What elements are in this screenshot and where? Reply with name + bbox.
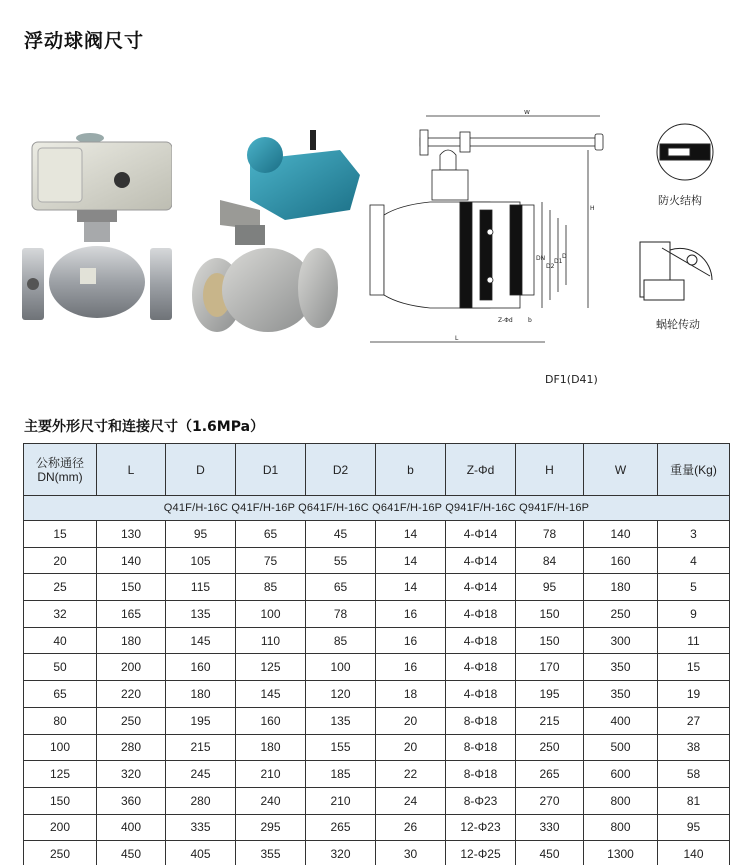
- table-cell: 12-Φ23: [446, 814, 516, 841]
- valve-dimension-drawing: [360, 110, 620, 350]
- table-cell: 40: [24, 627, 97, 654]
- column-header: 重量(Kg): [658, 444, 730, 496]
- worm-gear-label: 蜗轮传动: [656, 318, 700, 331]
- electric-ball-valve-photo: [22, 120, 172, 335]
- table-cell: 335: [166, 814, 236, 841]
- table-cell: 80: [24, 707, 97, 734]
- column-header: Z-Φd: [446, 444, 516, 496]
- table-cell: 135: [306, 707, 376, 734]
- table-cell: 160: [584, 547, 658, 574]
- table-cell: 11: [658, 627, 730, 654]
- table-cell: 145: [236, 681, 306, 708]
- table-cell: 4: [658, 547, 730, 574]
- table-cell: 130: [97, 521, 166, 548]
- table-cell: 320: [97, 761, 166, 788]
- table-cell: 450: [516, 841, 584, 865]
- model-caption: DF1(D41): [545, 373, 598, 386]
- explosion-proof-ball-valve-photo: [190, 130, 365, 335]
- table-cell: 280: [97, 734, 166, 761]
- table-cell: 50: [24, 654, 97, 681]
- table-cell: 14: [376, 574, 446, 601]
- table-cell: 95: [516, 574, 584, 601]
- table-cell: 8-Φ23: [446, 787, 516, 814]
- table-cell: 250: [97, 707, 166, 734]
- table-cell: 155: [306, 734, 376, 761]
- table-cell: 250: [516, 734, 584, 761]
- column-header: b: [376, 444, 446, 496]
- table-cell: 200: [24, 814, 97, 841]
- dim-w-label: W: [524, 110, 530, 116]
- table-cell: 185: [306, 761, 376, 788]
- table-cell: 160: [236, 707, 306, 734]
- table-cell: 15: [24, 521, 97, 548]
- table-cell: 4-Φ14: [446, 521, 516, 548]
- table-cell: 18: [376, 681, 446, 708]
- table-cell: 4-Φ14: [446, 547, 516, 574]
- table-cell: 95: [658, 814, 730, 841]
- table-row: [24, 814, 730, 841]
- table-row: [24, 734, 730, 761]
- table-cell: 265: [516, 761, 584, 788]
- column-header: H: [516, 444, 584, 496]
- table-cell: 265: [306, 814, 376, 841]
- table-cell: 220: [97, 681, 166, 708]
- table-cell: 270: [516, 787, 584, 814]
- table-cell: 125: [236, 654, 306, 681]
- table-row: [24, 601, 730, 628]
- table-cell: 320: [306, 841, 376, 865]
- table-cell: 20: [376, 707, 446, 734]
- table-cell: 4-Φ18: [446, 601, 516, 628]
- table-cell: 215: [516, 707, 584, 734]
- table-cell: 14: [376, 547, 446, 574]
- table-cell: 65: [236, 521, 306, 548]
- table-cell: 81: [658, 787, 730, 814]
- table-cell: 16: [376, 601, 446, 628]
- table-cell: 100: [236, 601, 306, 628]
- column-header: D2: [306, 444, 376, 496]
- table-row: [24, 521, 730, 548]
- table-cell: 405: [166, 841, 236, 865]
- table-cell: 65: [24, 681, 97, 708]
- table-cell: 180: [584, 574, 658, 601]
- model-list-cell: Q41F/H-16C Q41F/H-16P Q641F/H-16C Q641F/H-16P Q941F/H-16C Q941F/H-16P: [24, 496, 730, 521]
- table-row: [24, 841, 730, 865]
- table-cell: 9: [658, 601, 730, 628]
- table-cell: 500: [584, 734, 658, 761]
- table-cell: 105: [166, 547, 236, 574]
- table-cell: 400: [97, 814, 166, 841]
- table-cell: 250: [24, 841, 97, 865]
- table-cell: 210: [236, 761, 306, 788]
- table-title: 主要外形尺寸和连接尺寸（1.6MPa）: [24, 419, 265, 435]
- table-row: [24, 787, 730, 814]
- table-cell: 240: [236, 787, 306, 814]
- table-cell: 280: [166, 787, 236, 814]
- table-cell: 22: [376, 761, 446, 788]
- table-cell: 55: [306, 547, 376, 574]
- table-cell: 27: [658, 707, 730, 734]
- table-cell: 115: [166, 574, 236, 601]
- table-cell: 25: [24, 574, 97, 601]
- dim-l-label: L: [455, 335, 459, 342]
- column-header: L: [97, 444, 166, 496]
- table-cell: 4-Φ18: [446, 627, 516, 654]
- table-cell: 600: [584, 761, 658, 788]
- table-row: [24, 574, 730, 601]
- table-cell: 355: [236, 841, 306, 865]
- table-row: [24, 627, 730, 654]
- fire-safe-label: 防火结构: [658, 194, 702, 207]
- table-cell: 85: [236, 574, 306, 601]
- table-cell: 150: [97, 574, 166, 601]
- table-row: [24, 654, 730, 681]
- table-cell: 110: [236, 627, 306, 654]
- table-cell: 100: [306, 654, 376, 681]
- table-cell: 58: [658, 761, 730, 788]
- dim-d-label: D: [562, 253, 567, 260]
- table-cell: 75: [236, 547, 306, 574]
- table-cell: 30: [376, 841, 446, 865]
- table-cell: 450: [97, 841, 166, 865]
- table-cell: 135: [166, 601, 236, 628]
- table-cell: 400: [584, 707, 658, 734]
- table-cell: 1300: [584, 841, 658, 865]
- dim-z-label: Z-Φd: [498, 317, 513, 324]
- table-row: [24, 681, 730, 708]
- table-cell: 14: [376, 521, 446, 548]
- column-header: D1: [236, 444, 306, 496]
- table-cell: 360: [97, 787, 166, 814]
- dim-h-label: H: [590, 205, 595, 212]
- table-cell: 150: [24, 787, 97, 814]
- table-cell: 215: [166, 734, 236, 761]
- column-header: D: [166, 444, 236, 496]
- table-cell: 38: [658, 734, 730, 761]
- table-cell: 150: [516, 601, 584, 628]
- table-cell: 300: [584, 627, 658, 654]
- table-cell: 100: [24, 734, 97, 761]
- worm-gear-detail-drawing: [632, 230, 722, 310]
- table-cell: 800: [584, 787, 658, 814]
- table-row: [24, 707, 730, 734]
- table-cell: 295: [236, 814, 306, 841]
- table-cell: 180: [236, 734, 306, 761]
- table-cell: 26: [376, 814, 446, 841]
- table-cell: 4-Φ18: [446, 654, 516, 681]
- table-cell: 145: [166, 627, 236, 654]
- column-header: 公称通径 DN(mm): [24, 444, 97, 496]
- table-cell: 16: [376, 627, 446, 654]
- table-header-row: [24, 444, 730, 496]
- table-cell: 140: [97, 547, 166, 574]
- table-cell: 140: [584, 521, 658, 548]
- dimension-table: [23, 443, 730, 865]
- table-cell: 245: [166, 761, 236, 788]
- table-cell: 45: [306, 521, 376, 548]
- table-cell: 8-Φ18: [446, 761, 516, 788]
- table-cell: 65: [306, 574, 376, 601]
- table-cell: 800: [584, 814, 658, 841]
- table-cell: 165: [97, 601, 166, 628]
- table-cell: 120: [306, 681, 376, 708]
- table-cell: 150: [516, 627, 584, 654]
- table-cell: 20: [376, 734, 446, 761]
- table-cell: 8-Φ18: [446, 707, 516, 734]
- table-cell: 15: [658, 654, 730, 681]
- table-cell: 170: [516, 654, 584, 681]
- table-cell: 160: [166, 654, 236, 681]
- table-cell: 16: [376, 654, 446, 681]
- table-cell: 95: [166, 521, 236, 548]
- table-cell: 78: [516, 521, 584, 548]
- table-cell: 195: [166, 707, 236, 734]
- table-cell: 350: [584, 654, 658, 681]
- table-cell: 200: [97, 654, 166, 681]
- table-row: [24, 547, 730, 574]
- table-cell: 180: [97, 627, 166, 654]
- fire-safe-detail-drawing: [650, 122, 720, 182]
- table-cell: 3: [658, 521, 730, 548]
- table-cell: 24: [376, 787, 446, 814]
- table-cell: 4-Φ14: [446, 574, 516, 601]
- dim-d1-label: D1: [554, 258, 563, 265]
- table-cell: 4-Φ18: [446, 681, 516, 708]
- table-row: [24, 761, 730, 788]
- table-cell: 250: [584, 601, 658, 628]
- table-cell: 195: [516, 681, 584, 708]
- table-cell: 5: [658, 574, 730, 601]
- table-cell: 125: [24, 761, 97, 788]
- table-cell: 140: [658, 841, 730, 865]
- table-cell: 20: [24, 547, 97, 574]
- table-cell: 180: [166, 681, 236, 708]
- table-cell: 84: [516, 547, 584, 574]
- dim-dn-label: DN: [536, 255, 546, 262]
- table-cell: 210: [306, 787, 376, 814]
- table-cell: 330: [516, 814, 584, 841]
- table-cell: 350: [584, 681, 658, 708]
- model-row: [24, 496, 730, 521]
- dim-d2-label: D2: [546, 263, 555, 270]
- page-title: 浮动球阀尺寸: [24, 30, 145, 52]
- table-cell: 19: [658, 681, 730, 708]
- column-header: W: [584, 444, 658, 496]
- table-cell: 32: [24, 601, 97, 628]
- table-cell: 78: [306, 601, 376, 628]
- table-cell: 85: [306, 627, 376, 654]
- table-cell: 8-Φ18: [446, 734, 516, 761]
- dim-b-label: b: [528, 317, 532, 324]
- table-cell: 12-Φ25: [446, 841, 516, 865]
